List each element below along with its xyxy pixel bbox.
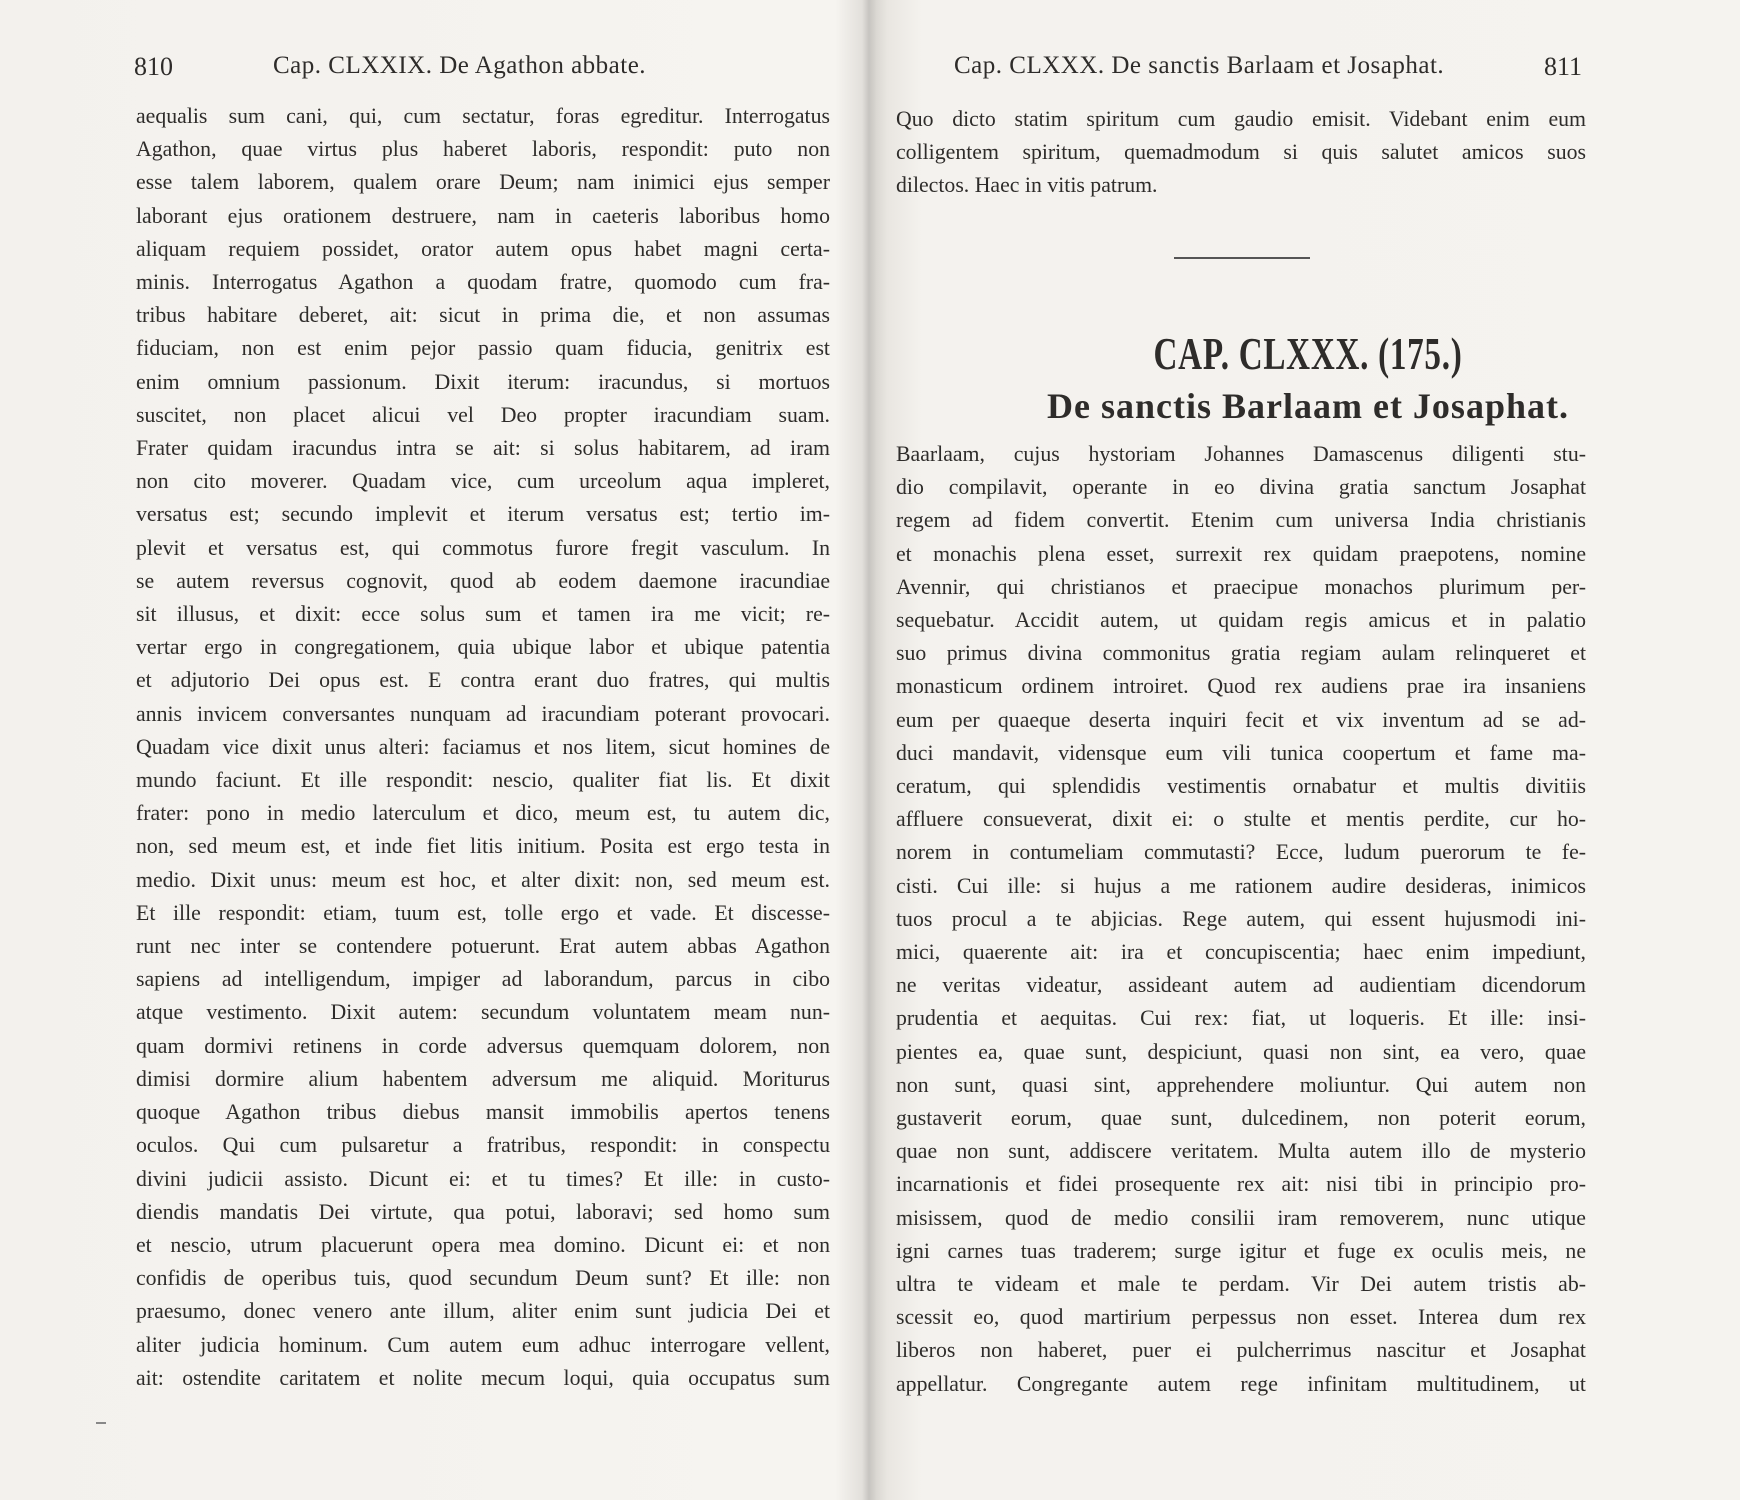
text-line: confidis de operibus tuis, quod secundum Deum sunt? Et ille: non xyxy=(136,1266,830,1291)
chapter-subtitle: De sanctis Barlaam et Josaphat. xyxy=(1047,386,1569,426)
page-number-right: 811 xyxy=(1544,52,1583,81)
text-line: annis invicem conversantes nunquam ad iracundiam poterant provocari. xyxy=(136,701,830,726)
text-line: praesumo, donec venero ante illum, aliter enim sunt judicia Dei et xyxy=(136,1299,830,1324)
text-line: non cito moverer. Quadam vice, cum urceolum aqua impleret, xyxy=(136,469,830,494)
text-line: gustaverit eorum, quae sunt, dulcedinem, non poterit eorum, xyxy=(896,1106,1586,1131)
text-line: ne veritas videatur, assideant autem ad audientiam dicendorum xyxy=(896,973,1586,998)
running-head-right: Cap. CLXXX. De sanctis Barlaam et Josaphat. xyxy=(954,52,1445,79)
left-page-body xyxy=(136,100,830,1395)
text-line: enim omnium passionum. Dixit iterum: iracundus, si mortuos xyxy=(136,369,830,394)
text-line: affluere consueverat, dixit ei: o stulte et mentis perdite, cur ho- xyxy=(896,807,1586,832)
text-line: et adjutorio Dei opus est. E contra erant duo fratres, qui multis xyxy=(136,668,830,693)
text-line: esse talem laborem, qualem orare Deum; nam inimici ejus semper xyxy=(136,170,830,195)
text-line: scessit eo, quod martirium perpessus non esset. Interea dum rex xyxy=(896,1305,1586,1330)
text-line: laborant ejus orationem destruere, nam in caeteris laboribus homo xyxy=(136,203,830,228)
text-line: regem ad fidem convertit. Etenim cum universa India christianis xyxy=(896,508,1586,533)
text-line: appellatur. Congregante autem rege infinitam multitudinem, ut xyxy=(896,1371,1586,1396)
text-line: aliter judicia hominum. Cum autem eum adhuc interrogare vellent, xyxy=(136,1332,830,1357)
previous-chapter-ending xyxy=(896,103,1586,203)
text-line: atque vestimento. Dixit autem: secundum voluntatem meam nun- xyxy=(136,1000,830,1025)
text-line: et monachis plena esset, surrexit rex quidam praepotens, nomine xyxy=(896,541,1586,566)
text-line: non, sed meum est, et inde fiet litis initium. Posita est ergo testa in xyxy=(136,834,830,859)
text-line: igni carnes tuas traderem; surge igitur et fuge ex oculis meis, ne xyxy=(896,1238,1586,1263)
text-line: mundo faciunt. Et ille respondit: nescio, qualiter fiat lis. Et dixit xyxy=(136,768,830,793)
text-line: pientes ea, quae sunt, despiciunt, quasi non sint, ea vero, quae xyxy=(896,1039,1586,1064)
text-line: cisti. Cui ille: si hujus a me rationem audire desideras, inimicos xyxy=(896,873,1586,898)
left-page xyxy=(0,0,862,1500)
text-line: dimisi dormire alium habentem adversum me aliquid. Moriturus xyxy=(136,1066,830,1091)
text-line: Quadam vice dixit unus alteri: faciamus et nos litem, sicut homines de xyxy=(136,734,830,759)
text-line: quae non sunt, addiscere veritatem. Multa autem illo de mysterio xyxy=(896,1139,1586,1164)
text-line: versatus est; secundo implevit et iterum versatus est; tertio im- xyxy=(136,502,830,527)
page-mark xyxy=(96,1422,106,1424)
text-line: aequalis sum cani, qui, cum sectatur, foras egreditur. Interrogatus xyxy=(136,104,830,128)
chapter-title: CAP. CLXXX. (175.) xyxy=(1153,328,1463,379)
text-line: divini judicii assisto. Dicunt ei: et tu times? Et ille: in custo- xyxy=(136,1166,830,1191)
text-line: suo primus divina commonitus gratia regiam aulam relinqueret et xyxy=(896,641,1586,666)
text-line: diendis mandatis Dei virtute, qua potui, laboravi; sed homo sum xyxy=(136,1199,830,1224)
text-line: liberos non haberet, puer ei pulcherrimus nascitur et Josaphat xyxy=(896,1338,1586,1363)
text-line: vertar ergo in congregationem, quia ubique labor et ubique patentia xyxy=(136,635,830,660)
section-divider xyxy=(1174,257,1310,259)
text-line: norem in contumeliam commutasti? Ecce, ludum puerorum te fe- xyxy=(896,840,1586,865)
text-line: minis. Interrogatus Agathon a quodam fratre, quomodo cum fra- xyxy=(136,270,830,295)
text-line: et nescio, utrum placuerunt opera mea domino. Dicunt ei: et non xyxy=(136,1232,830,1257)
text-line: sapiens ad intelligendum, impiger ad laborandum, parcus in cibo xyxy=(136,967,830,992)
text-line: quam dormivi retinens in corde adversus quemquam dolorem, non xyxy=(136,1033,830,1058)
text-line: suscitet, non placet alicui vel Deo propter iracundiam suam. xyxy=(136,402,830,427)
text-line: tuos procul a te abjicias. Rege autem, qui essent hujusmodi ini- xyxy=(896,906,1586,931)
text-line: oculos. Qui cum pulsaretur a fratribus, respondit: in conspectu xyxy=(136,1133,830,1158)
text-line: plevit et versatus est, qui commotus furore fregit vasculum. In xyxy=(136,535,830,560)
text-line: sit illusus, et dixit: ecce solus sum et tamen ira me vicit; re- xyxy=(136,602,830,627)
right-page xyxy=(876,0,1740,1500)
text-line: sequebatur. Accidit autem, ut quidam regis amicus et in palatio xyxy=(896,608,1586,633)
text-line: mici, quaerente ait: ira et concupiscentia; haec enim impediunt, xyxy=(896,940,1586,965)
text-line: monasticum ordinem introiret. Quod rex audiens prae ira insaniens xyxy=(896,674,1586,699)
page-number-left: 810 xyxy=(134,52,173,81)
text-line: dilectos. Haec in vitis patrum. xyxy=(896,173,1158,198)
text-line: Frater quidam iracundus intra se ait: si solus habitarem, ad iram xyxy=(136,436,830,461)
text-line: Et ille respondit: etiam, tuum est, tolle ergo et vade. Et discesse- xyxy=(136,900,830,925)
book-gutter xyxy=(862,0,876,1500)
text-line: se autem reversus cognovit, quod ab eodem daemone iracundiae xyxy=(136,568,830,593)
text-line: prudentia et aequitas. Cui rex: fiat, ut loqueris. Et ille: insi- xyxy=(896,1006,1586,1031)
text-line: Baarlaam, cujus hystoriam Johannes Damascenus diligenti stu- xyxy=(896,442,1586,466)
text-line: non sunt, quasi sint, apprehendere moliuntur. Qui autem non xyxy=(896,1072,1586,1097)
text-line: Agathon, quae virtus plus haberet laboris, respondit: puto non xyxy=(136,137,830,162)
text-line: tribus habitare deberet, ait: sicut in prima die, et non assumas xyxy=(136,303,830,328)
text-line: Avennir, qui christianos et praecipue monachos plurimum per- xyxy=(896,574,1586,599)
text-line: Quo dicto statim spiritum cum gaudio emisit. Videbant enim eum xyxy=(896,107,1586,131)
text-line: quoque Agathon tribus diebus mansit immobilis apertos tenens xyxy=(136,1100,830,1125)
text-line: ceratum, qui splendidis vestimentis ornabatur et multis divitiis xyxy=(896,774,1586,799)
text-line: fiduciam, non est enim pejor passio quam fiducia, genitrix est xyxy=(136,336,830,361)
text-line: duci mandavit, vidensque eum vili tunica coopertum et fame ma- xyxy=(896,740,1586,765)
right-page-body xyxy=(896,438,1586,1401)
text-line: colligentem spiritum, quemadmodum si quis salutet amicos suos xyxy=(896,140,1586,165)
text-line: ultra te videam et male te perdam. Vir Dei autem tristis ab- xyxy=(896,1272,1586,1297)
text-line: eum per quaeque deserta inquiri fecit et vix inventum ad se ad- xyxy=(896,707,1586,732)
text-line: runt nec inter se contendere potuerunt. Erat autem abbas Agathon xyxy=(136,934,830,959)
running-head-left: Cap. CLXXIX. De Agathon abbate. xyxy=(273,52,647,79)
text-line: frater: pono in medio laterculum et dico, meum est, tu autem dic, xyxy=(136,801,830,826)
text-line: aliquam requiem possidet, orator autem opus habet magni certa- xyxy=(136,236,830,261)
text-line: incarnationis et fidei prosequente rex ait: nisi tibi in principio pro- xyxy=(896,1172,1586,1197)
text-line: misissem, quod de medio consilii iram removerem, nunc utique xyxy=(896,1205,1586,1230)
text-line: medio. Dixit unus: meum est hoc, et alter dixit: non, sed meum est. xyxy=(136,867,830,892)
text-line: ait: ostendite caritatem et nolite mecum loqui, quia occupatus sum xyxy=(136,1365,830,1390)
text-line: dio compilavit, operante in eo divina gratia sanctum Josaphat xyxy=(896,475,1586,500)
